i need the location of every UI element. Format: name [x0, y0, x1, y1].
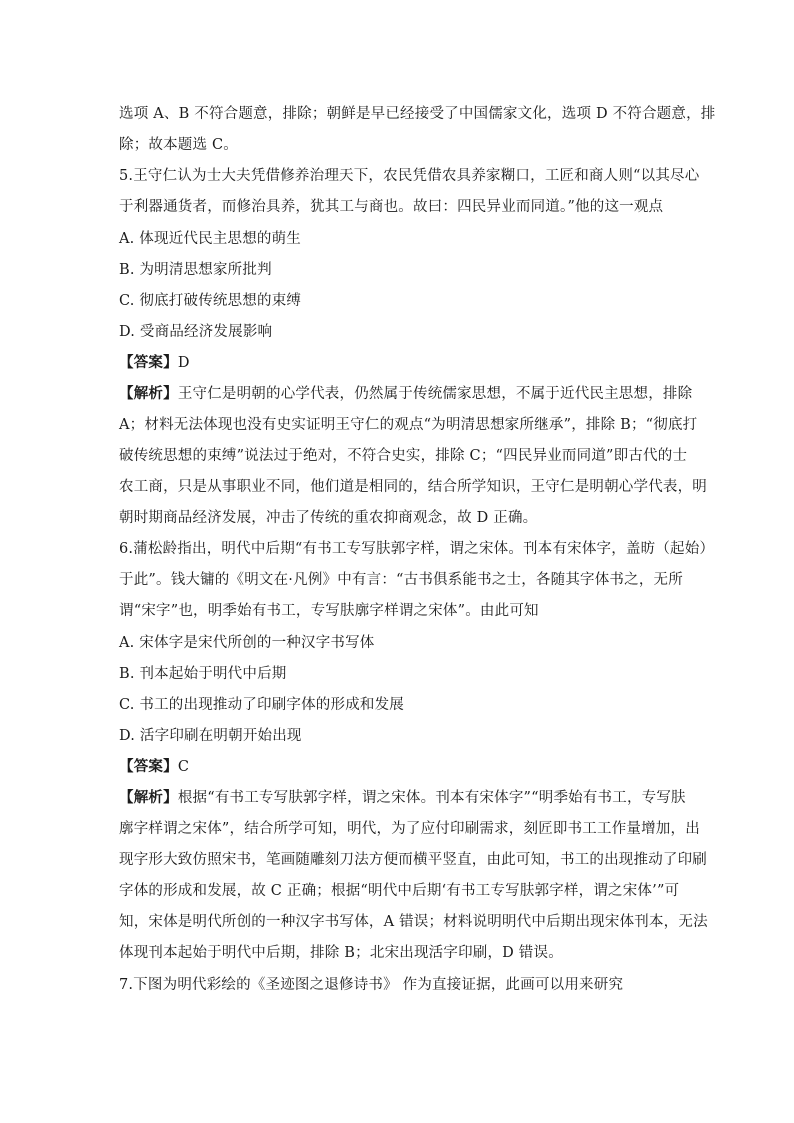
question-6-analysis-line: 现字形大致仿照宋书，笔画随雕刻刀法方便而横平竖直，由此可知，书工的出现推动了印刷	[119, 852, 707, 868]
question-6-stem: 谓“宋字”也，明季始有书工，专写肤廓字样谓之宋体”。由此可知	[119, 603, 539, 619]
prev-explanation-line: 除；故本题选 C。	[119, 137, 239, 153]
question-5-answer	[119, 353, 679, 373]
question-5-option-d: D. 受商品经济发展影响	[119, 324, 273, 340]
prev-explanation-line: 选项 A、B 不符合题意，排除；朝鲜是早已经接受了中国儒家文化，选项 D 不符合题意，排	[119, 106, 716, 122]
answer-value: D	[177, 355, 190, 371]
question-5-analysis-line: 农工商，只是从事职业不同，他们道是相同的，结合所学知识，王守仁是明朝心学代表，明	[119, 479, 707, 495]
question-5-option-b: B. 为明清思想家所批判	[119, 262, 272, 278]
question-6-stem: 于此”。钱大镛的《明文在·凡例》中有言：“古书俱系能书之士，各随其字体书之，无所	[119, 572, 683, 588]
question-6-analysis-line: 廓字样谓之宋体”，结合所学可知，明代，为了应付印刷需求，刻匠即书工工作量增加，出	[119, 821, 700, 837]
analysis-tag: 【解析】	[119, 385, 178, 402]
question-6-option-a: A. 宋体字是宋代所创的一种汉字书写体	[119, 635, 375, 651]
question-5-analysis-line: 朝时期商品经济发展，冲击了传统的重农抑商观念，故 D 正确。	[119, 510, 538, 526]
question-6-answer	[119, 757, 679, 777]
question-6-option-c: C. 书工的出现推动了印刷字体的形成和发展	[119, 697, 404, 713]
analysis-tag: 【解析】	[119, 789, 178, 806]
analysis-text: 王守仁是明朝的心学代表，仍然属于传统儒家思想，不属于近代民主思想，排除	[177, 386, 693, 402]
question-5-option-c: C. 彻底打破传统思想的束缚	[119, 293, 302, 309]
question-6-option-b: B. 刊本起始于明代中后期	[119, 666, 287, 682]
question-6-option-d: D. 活字印刷在明朝开始出现	[119, 728, 302, 744]
question-5-stem: 于利器通货者，而修治具养，犹其工与商也。故曰：四民异业而同道。”他的这一观点	[119, 199, 664, 215]
analysis-text: 根据“有书工专写肤郭字样，谓之宋体。刊本有宋体字”“明季始有书工，专写肤	[177, 790, 686, 806]
question-6-stem: 6.蒲松龄指出，明代中后期“有书工专写肤郭字样，谓之宋体。刊本有宋体字，盖昉（起始）	[119, 541, 715, 557]
question-7-stem: 7.下图为明代彩绘的《圣迹图之退修诗书》 作为直接证据，此画可以用来研究	[119, 977, 624, 993]
answer-value: C	[177, 759, 190, 775]
question-6-analysis-line: 知，宋体是明代所创的一种汉字书写体，A 错误；材料说明明代中后期出现宋体刊本，无法	[119, 914, 708, 930]
answer-tag: 【答案】	[119, 758, 178, 775]
question-6-analysis-line: 体现刊本起始于明代中后期，排除 B；北宋出现活字印刷，D 错误。	[119, 945, 563, 961]
question-5-analysis-line: A；材料无法体现也没有史实证明王守仁的观点“为明清思想家所继承”，排除 B；“彻底打	[119, 417, 698, 433]
question-6-analysis-line: 字体的形成和发展，故 C 正确；根据“明代中后期‘有书工专写肤郭字样，谓之宋体’”可	[119, 883, 680, 899]
answer-tag: 【答案】	[119, 354, 178, 371]
question-6-analysis	[119, 788, 686, 808]
question-5-analysis	[119, 384, 693, 404]
question-5-option-a: A. 体现近代民主思想的萌生	[119, 231, 301, 247]
question-5-analysis-line: 破传统思想的束缚”说法过于绝对，不符合史实，排除 C；“四民异业而同道”即古代的士	[119, 448, 688, 464]
question-5-stem: 5.王守仁认为士大夫凭借修养治理天下，农民凭借农具养家糊口，工匠和商人则“以其尽心	[119, 168, 700, 184]
